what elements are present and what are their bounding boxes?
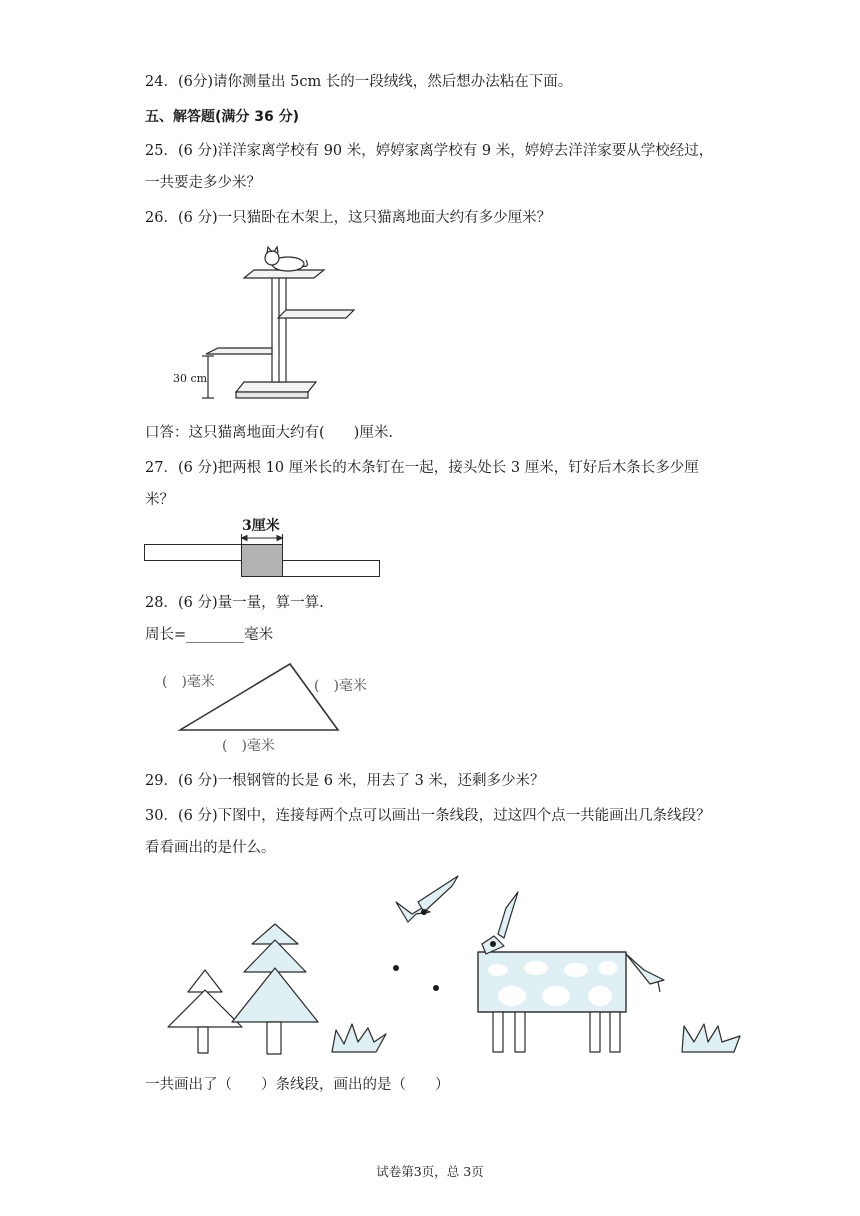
triangle-figure: [150, 658, 390, 758]
small-tree-top: [188, 970, 222, 992]
question-28: 28．(6 分)量一量，算一算.: [145, 595, 324, 611]
cat-stand-figure: [168, 240, 368, 408]
triangle-left-label: ( )毫米: [162, 674, 215, 690]
perimeter-blank: 周长=________毫米: [145, 627, 274, 643]
question-27-line1: 27．(6 分)把两根 10 厘米长的木条钉在一起，接头处长 3 厘米，钉好后木条长多少厘: [145, 460, 699, 476]
height-label: 30 cm: [173, 372, 208, 385]
dot-4: [490, 941, 496, 947]
triangle-bottom-label: ( )毫米: [222, 738, 275, 754]
page-footer: 试卷第3页，总 3页: [376, 1164, 484, 1179]
question-26: 26．(6 分)一只猫卧在木架上，这只猫离地面大约有多少厘米？: [145, 210, 552, 226]
dot-1: [421, 909, 427, 915]
connect-dots-figure: [160, 872, 760, 1062]
question-30-line1: 30．(6 分)下图中，连接每两个点可以画出一条线段，过这四个点一共能画出几条线段？: [145, 808, 711, 824]
question-25-line1: 25．(6 分)洋洋家离学校有 90 米，婷婷家离学校有 9 米，婷婷去洋洋家要从学校经过，: [145, 143, 714, 159]
dot-2: [393, 965, 399, 971]
small-tree-bottom: [168, 990, 242, 1027]
question-30-line2: 看看画出的是什么。: [145, 840, 276, 856]
question-30-answer: 一共画出了（ ）条线段，画出的是（ ）: [145, 1077, 450, 1093]
triangle-right-label: ( )毫米: [314, 678, 367, 694]
dot-3: [433, 985, 439, 991]
sticks-figure: [144, 514, 384, 582]
question-26-answer: 口答：这只猫离地面大约有( )厘米.: [145, 425, 393, 441]
question-24: 24．(6分)请你测量出 5cm 长的一段绒线，然后想办法粘在下面。: [145, 74, 573, 90]
question-29: 29．(6 分)一根钢管的长是 6 米，用去了 3 米，还剩多少米？: [145, 773, 545, 789]
section-5-heading: 五、解答题(满分 36 分): [145, 109, 300, 125]
overlap-label: 3厘米: [242, 518, 280, 534]
question-27-line2: 米？: [145, 492, 174, 508]
question-25-line2: 一共要走多少米？: [145, 175, 261, 191]
